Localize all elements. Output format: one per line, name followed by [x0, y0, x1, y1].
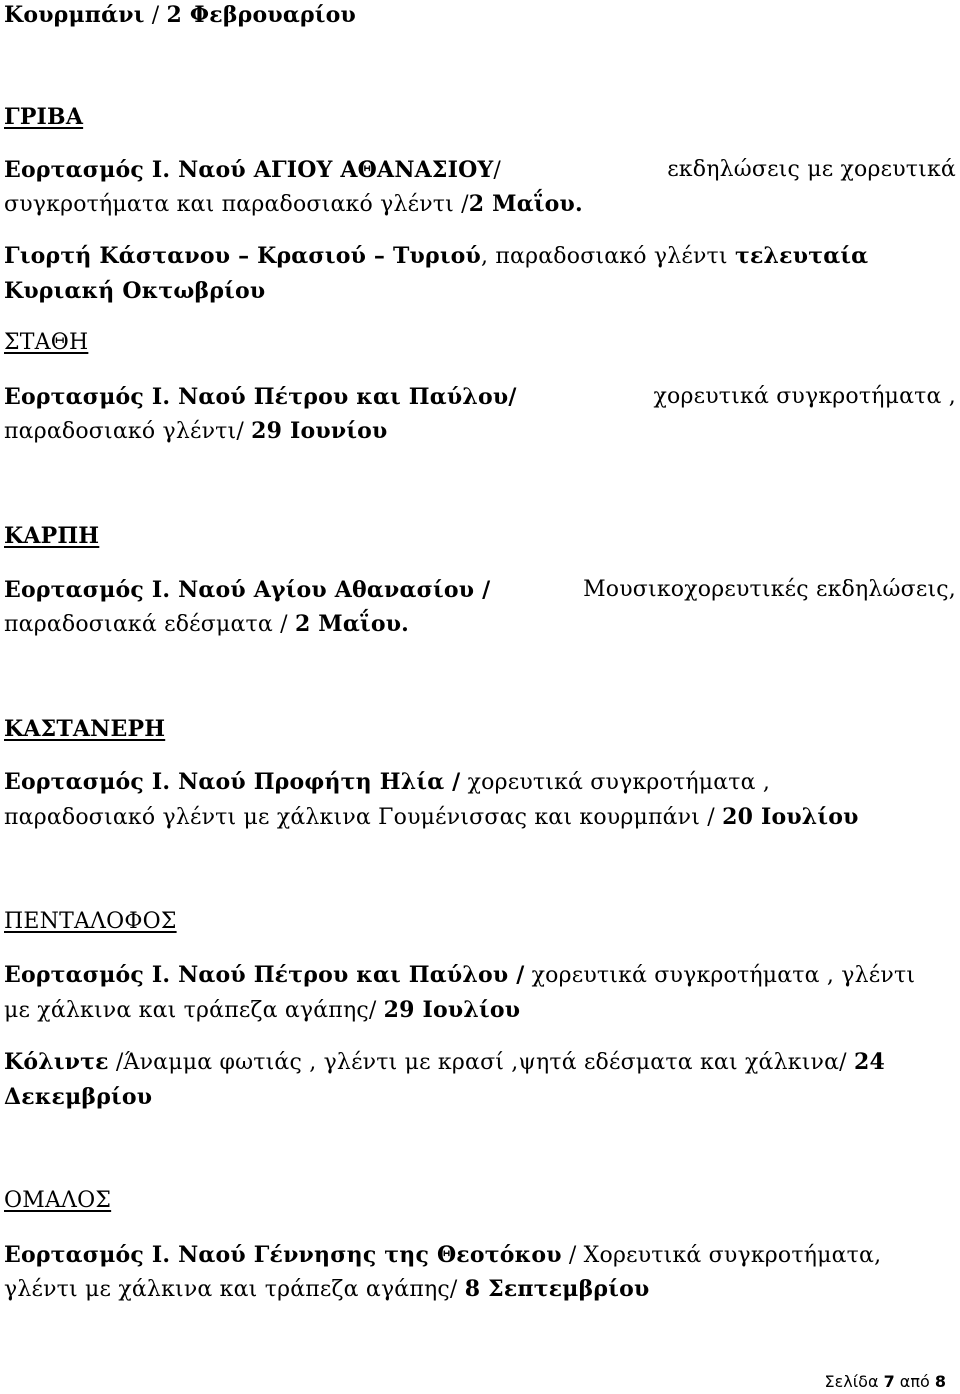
pentalofos-event-2-date-b: Δεκεμβρίου: [4, 1084, 153, 1110]
griva-event-2-title: Γιορτή Κάστανου – Κρασιού – Τυριού: [4, 243, 482, 269]
pentalofos-event-2-line-1: [4, 1047, 956, 1078]
griva-event-2-date-b: Κυριακή Οκτωβρίου: [4, 278, 266, 304]
griva-event-1-date: 2 Μαΐου.: [468, 191, 583, 217]
pentalofos-event-1-date: 29 Ιουλίου: [383, 997, 521, 1023]
griva-event-1-desc: εκδηλώσεις με χορευτικά: [667, 157, 956, 182]
kastaneri-event-1-line-1: [4, 767, 956, 798]
pentalofos-event-1-desc-cont: με χάλκινα και τράπεζα αγάπης/: [4, 998, 384, 1023]
stathi-event-1-title: Εορτασμός Ι. Ναού Πέτρου και Παύλου/: [4, 384, 517, 410]
pentalofos-event-2-title: Κόλιντε: [4, 1049, 109, 1075]
section-heading-kastaneri: ΚΑΣΤΑΝΕΡΗ: [4, 716, 166, 742]
intro-line: [4, 0, 956, 31]
griva-event-1-sep: /: [493, 158, 502, 183]
omalos-event-1-desc: / Χορευτικά συγκροτήματα,: [561, 1243, 882, 1268]
kastaneri-event-1-desc-cont: παραδοσιακό γλέντι με χάλκινα Γουμένισσας και κουρμπάνι /: [4, 805, 723, 830]
pentalofos-event-2-desc: /Άναμμα φωτιάς , γλέντι με κρασί ,ψητά εδέσματα και χάλκινα/: [108, 1050, 854, 1075]
intro-sep: /: [144, 3, 167, 28]
omalos-event-1-desc-cont: γλέντι με χάλκινα και τράπεζα αγάπης/: [4, 1277, 465, 1302]
karpi-event-1-line-1: [4, 575, 956, 605]
stathi-event-1-line-2: [4, 416, 956, 447]
griva-event-2-desc: , παραδοσιακό γλέντι: [481, 244, 735, 269]
footer-prefix: Σελίδα: [824, 1372, 884, 1391]
section-heading-stathi: ΣΤΑΘΗ: [4, 330, 89, 355]
pentalofos-event-1-title: Εορτασμός Ι. Ναού Πέτρου και Παύλου /: [4, 962, 525, 988]
kastaneri-event-1-desc: χορευτικά συγκροτήματα ,: [460, 770, 771, 795]
karpi-event-1-desc-cont: παραδοσιακά εδέσματα /: [4, 612, 295, 637]
page-footer: [825, 1372, 946, 1391]
stathi-event-1-desc-cont: παραδοσιακό γλέντι/: [4, 419, 252, 444]
griva-event-2-date-a: τελευταία: [734, 243, 869, 269]
kastaneri-event-1-title: Εορτασμός Ι. Ναού Προφήτη Ηλία /: [4, 769, 461, 795]
omalos-event-1-date: 8 Σεπτεμβρίου: [464, 1276, 650, 1302]
karpi-event-1-date: 2 Μαΐου.: [294, 611, 410, 637]
kastaneri-event-1-date: 20 Ιουλίου: [722, 804, 859, 830]
section-heading-karpi: ΚΑΡΠΗ: [4, 523, 100, 549]
footer-page-number: 7: [883, 1372, 895, 1391]
griva-event-1-title: Εορτασμός Ι. Ναού ΑΓΙΟΥ ΑΘΑΝΑΣΙΟΥ: [4, 157, 494, 183]
stathi-event-1-line-1: [4, 382, 956, 412]
karpi-event-1-desc: Μουσικοχορευτικές εκδηλώσεις,: [583, 577, 956, 602]
karpi-event-1-line-2: [4, 609, 956, 640]
griva-event-1-line-1: [4, 155, 956, 186]
pentalofos-event-1-line-2: [4, 995, 956, 1026]
karpi-event-1-title: Εορτασμός Ι. Ναού Αγίου Αθανασίου /: [4, 577, 491, 603]
kastaneri-event-1-line-2: [4, 802, 956, 833]
pentalofos-event-1-desc: χορευτικά συγκροτήματα , γλέντι: [524, 963, 916, 988]
pentalofos-event-1-line-1: [4, 960, 956, 991]
section-heading-griva: ΓΡΙΒΑ: [4, 104, 84, 130]
intro-label: Κουρμπάνι: [4, 2, 145, 28]
footer-mid: από: [894, 1372, 935, 1391]
footer-page-total: 8: [934, 1372, 946, 1391]
omalos-event-1-line-2: [4, 1274, 956, 1305]
stathi-event-1-date: 29 Ιουνίου: [251, 418, 388, 444]
griva-event-1-line-2: [4, 189, 956, 220]
intro-date: 2 Φεβρουαρίου: [166, 2, 356, 28]
section-heading-pentalofos: ΠΕΝΤΑΛΟΦΟΣ: [4, 909, 177, 934]
griva-event-1-desc-cont: συγκροτήματα και παραδοσιακό γλέντι /: [4, 192, 469, 217]
griva-event-2-line-1: [4, 241, 956, 272]
omalos-event-1-line-1: [4, 1240, 956, 1271]
omalos-event-1-title: Εορτασμός Ι. Ναού Γέννησης της Θεοτόκου: [4, 1242, 562, 1268]
stathi-event-1-desc: χορευτικά συγκροτήματα ,: [653, 384, 956, 409]
pentalofos-event-2-date-a: 24: [853, 1049, 885, 1075]
section-heading-omalos: ΟΜΑΛΟΣ: [4, 1188, 112, 1213]
